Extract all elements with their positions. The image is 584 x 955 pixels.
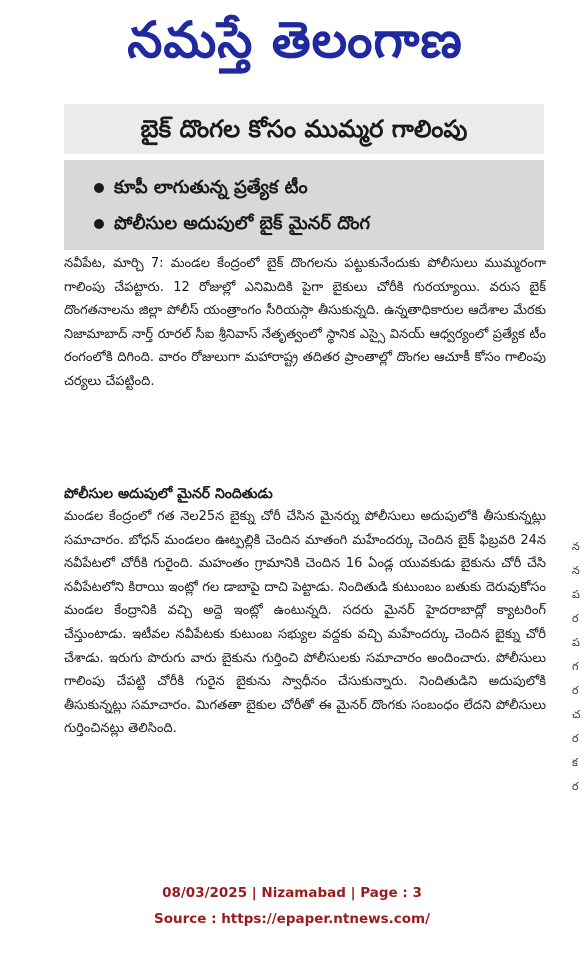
edge-char: న <box>572 564 580 577</box>
footer <box>0 880 584 932</box>
subhead-item <box>96 206 526 242</box>
footer-dateline: 08/03/2025 | Nizamabad | Page : 3 <box>162 885 422 901</box>
subhead-item <box>96 170 526 206</box>
edge-char: ర <box>572 612 579 625</box>
masthead-title: నమస్తే తెలంగాణ <box>127 10 463 69</box>
bullet-icon <box>94 183 104 193</box>
article-body <box>64 252 546 845</box>
edge-char: గ <box>572 660 579 673</box>
bullet-icon <box>94 219 104 229</box>
article-crosshead: పోలీసుల అదుపులో మైనర్ నిందితుడు <box>64 486 273 502</box>
article-paragraph: నవీపేట, మార్చి 7: మండల కేంద్రంలో బైక్ దొంగలను పట్టుకునేందుకు పోలీసులు ముమ్మరంగా గాలింపు చేపట్టారు. 12 రోజుల్లో ఎనిమిదికి పైగా బైకులు చోరీకి గురయ్యాయి. వరుస బైక్ దొంగతనాలను జిల్లా పోలీస్ యంత్రాంగం సీరియస్గా తీసుకున్నది. ఉన్నతాధికారుల ఆదేశాల మేరకు నిజామాబాద్ నార్త్ రూరల్ సీఐ శ్రీనివాస్ నేతృత్వంలో స్థానిక ఎస్సై వినయ్ ఆధ్వర్యంలో ప్రత్యేక టీం రంగంలోకి దిగింది. వారం రోజులుగా మహారాష్ట్ర తదితర ప్రాంతాల్లో దొంగల ఆచూకీ కోసం గాలింపు చర్యలు చేపట్టింది. <box>64 256 546 389</box>
headline: బైక్ దొంగల కోసం ముమ్మర గాలింపు <box>140 115 468 143</box>
subhead-label: పోలీసుల అదుపులో బైక్ మైనర్ దొంగ <box>114 213 371 234</box>
edge-char: ర <box>572 684 579 697</box>
masthead <box>0 0 584 88</box>
edge-char: ప <box>572 636 580 649</box>
article-paragraph: మండల కేంద్రంలో గత నెల25న బైక్ను చోరీ చేసిన మైనర్ను పోలీసులు అదుపులోకి తీసుకున్నట్లు సమాచారం. బోధన్ మండలం ఊట్పల్లికి చెందిన మాతంగి మహేందర్కు చెందిన బైక్ ఫిబ్రవరి 24న నవీపేటలో చోరీకి గురైంది. మహంతం గ్రామానికి చెందిన 16 ఏండ్ల యువకుడు బైకును చోరీ చేసి నవీపేటలోని కిరాయి ఇంట్లో గల డాబాపై దాచి పెట్టాడు. నిందితుడి కుటుంబం బతుకు దెరువుకోసం మండల కేంద్రానికి వచ్చి అద్దె ఇంట్లో ఉంటున్నది. సదరు మైనర్ హైదరాబాద్లో క్యాటరింగ్ చేస్తుంటాడు. ఇటీవల నవీపేటకు కుటుంబ సభ్యుల వద్దకు వచ్చి మహేందర్కు చెందిన బైక్ను చోరీ చేశాడు. ఇరుగు పొరుగు వారు బైకును గుర్తించి పోలీసులకు సమాచారం అందించారు. పోలీసులు గాలింపు చేపట్టి చోరీకి గురైన బైకును స్వాధీనం చేసుకున్నారు. నిందితుడిని అదుపులోకి తీసుకున్నట్లు సమాచారం. మిగతతా బైకుల చోరీతో ఈ మైనర్ దొంగకు సంబంధం లేదని పోలీసులు గుర్తించినట్లు తెలిసింది. <box>64 509 546 737</box>
adjacent-column-edge <box>564 0 584 955</box>
edge-char: ర <box>572 732 579 745</box>
footer-source: Source : https://epaper.ntnews.com/ <box>153 911 431 927</box>
edge-char: చ <box>572 708 581 721</box>
edge-char: ర <box>572 780 579 793</box>
edge-char: ప <box>572 588 580 601</box>
edge-char: న <box>572 540 580 553</box>
edge-char: క <box>572 756 578 769</box>
subhead-label: కూపీ లాగుతున్న ప్రత్యేక టీం <box>114 177 308 198</box>
